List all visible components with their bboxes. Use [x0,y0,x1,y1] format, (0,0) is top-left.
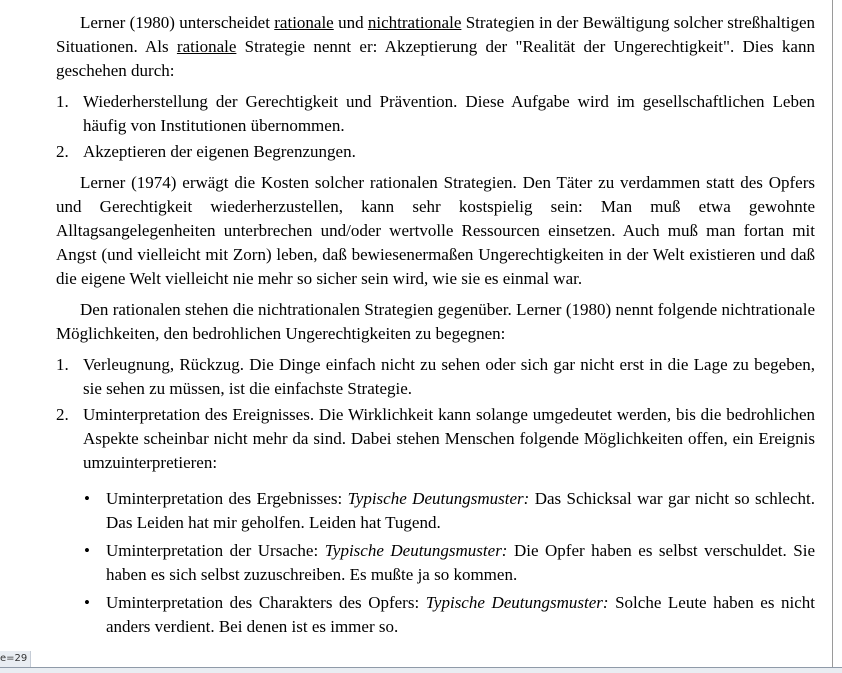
underlined-term: rationale [274,13,334,32]
list-item: 2. Akzeptieren der eigenen Begrenzungen. [56,142,356,161]
underlined-term: rationale [176,37,237,56]
bullet-list-reinterpretation [56,487,815,639]
list-item: 2. Uminterpretation des Ereignisses. Die Wirklichkeit kann solange umgedeutet werden, bis die bedrohlichen Aspekte scheinbar nicht mehr da sind. Dabei stehen Menschen folgende Möglichkeiten offen, ein Ereignis umzuinterpretieren: • Uminterpretation des Ergebnisses: Typische Deutungsmuster: Das Schicksal war gar nicht so schlecht. Das Leiden hat mir geholfen. Leiden hat Tugend. • Uminterpretation der Ursache: Typische Deutungsmuster: Die Opfer haben es selbst verschuldet. Sie haben es sich selbst zuzuschreiben. Es mußte ja so kommen. • Uminterpretation des Charakters des Opfers: Typische Deutungsmuster: Solche Leute haben es nicht anders verdient. Bei denen ist es immer so. [56,403,815,639]
status-indicator: e=29 [0,651,31,667]
numbered-list-nonrational [56,353,815,639]
paragraph-3: Den rationalen stehen die nichtrationalen Strategien gegenüber. Lerner (1980) nennt folgende nichtrationale Möglichkeiten, den bedrohlichen Ungerechtigkeiten zu begegnen: [56,300,815,343]
bullet-icon: • [84,541,90,560]
status-bar [0,668,842,673]
document-body [56,11,815,646]
bullet-icon: • [84,593,90,612]
underlined-term: nichtrationale [367,13,462,32]
paragraph-2: Lerner (1974) erwägt die Kosten solcher rationalen Strategien. Den Täter zu verdammen statt des Opfers und Gerechtigkeit wiederherzustellen, kann sehr kostspielig sein: Man muß etwa gewohnte Alltagsangelegenheiten unterbrechen und/oder wertvolle Ressourcen einsetzen. Auch muß man fortan mit Angst (und vielleicht mit Zorn) leben, daß bewiesenermaßen Ungerechtigkeiten in der Welt existieren und daß die eigene Welt vielleicht nie mehr so sicher sein wird, wie sie es einmal war. [56,173,815,288]
page-margin-line [832,0,833,668]
list-item: 1. Wiederherstellung der Gerechtigkeit und Prävention. Diese Aufgabe wird im gesellschaftlichen Leben häufig von Institutionen übernommen. [56,92,815,135]
bullet-item: • Uminterpretation des Charakters des Opfers: Typische Deutungsmuster: Solche Leute haben es nicht anders verdient. Bei denen ist es immer so. [84,593,815,636]
bullet-item: • Uminterpretation des Ergebnisses: Typische Deutungsmuster: Das Schicksal war gar nicht so schlecht. Das Leiden hat mir geholfen. Leiden hat Tugend. [84,489,815,532]
bullet-icon: • [84,489,90,508]
numbered-list-rational [56,90,815,164]
paragraph-1: Lerner (1980) unterscheidet rationale und nichtrationale Strategien in der Bewältigung solcher streßhaltigen Situationen. Als rationale Strategie nennt er: Akzeptierung der "Realität der Ungerechtigkeit". Dies kann geschehen durch: [56,13,816,80]
list-item: 1. Verleugnung, Rückzug. Die Dinge einfach nicht zu sehen oder sich gar nicht erst in die Lage zu begeben, sie sehen zu müssen, ist die einfachste Strategie. [56,355,815,398]
bullet-item: • Uminterpretation der Ursache: Typische Deutungsmuster: Die Opfer haben es selbst verschuldet. Sie haben es sich selbst zuzuschreiben. Es mußte ja so kommen. [84,541,815,584]
